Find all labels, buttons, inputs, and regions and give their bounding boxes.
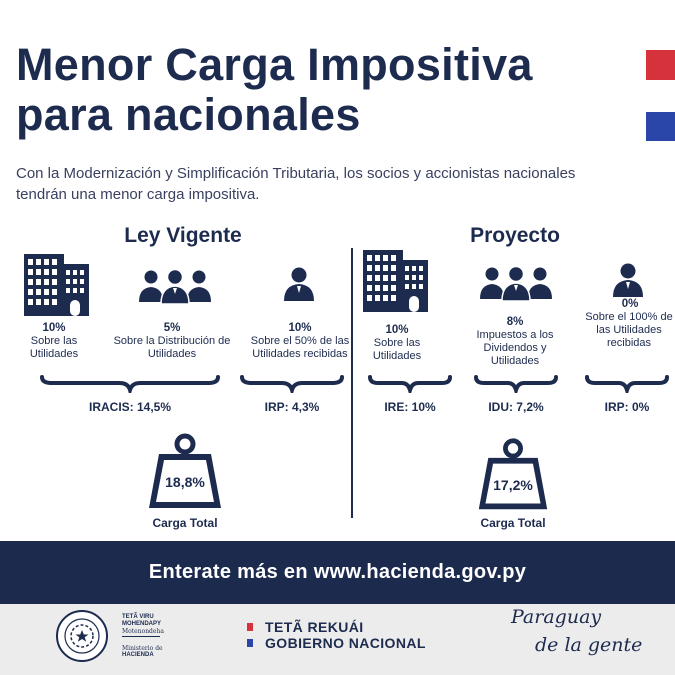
brand-line-2: de la gente [535,634,643,656]
right-item-2-pct: 8% [506,316,524,328]
tax-ire: IRE: 10% [384,400,436,414]
brace-irp-right [585,375,669,393]
right-item-3-pct: 0% [621,298,639,310]
left-item-1-pct: 10% [42,322,66,334]
ministry-line-4: Ministerio de [122,645,163,652]
gov-mark-blue [247,639,253,647]
gov-mark-red [247,623,253,631]
ministry-line-1: TETÃ VIRU [122,614,154,620]
ministry-line-5: HACIENDA [122,652,154,658]
flag-blue-stripe [646,112,675,141]
left-item-3-pct: 10% [288,322,312,334]
brace-idu [474,375,558,393]
tax-irp-right: IRP: 0% [604,400,650,414]
title-line-2: para nacionales [16,89,361,140]
weight-icon-left [145,432,225,512]
people-group-icon [478,265,554,301]
gov-line-1: TETÃ REKUÁI [265,619,364,635]
ministry-line-3: Motenondeha [122,628,164,635]
person-icon [612,262,644,298]
brand-line-1: Paraguay [511,606,602,628]
left-item-3-desc: Sobre el 50% de las Utilidades recibidas [250,335,350,360]
left-item-1-desc: Sobre las Utilidades [29,335,79,360]
brace-iracis [40,375,220,393]
intro-text: Con la Modernización y Simplificación Tributaria, los socios y accionistas nacionales tendrán una menor carga impositiva. [16,165,576,203]
website-banner[interactable]: Enterate más en www.hacienda.gov.py [0,541,675,604]
title-line-1: Menor Carga Impositiva [16,39,533,90]
person-icon [283,266,315,302]
tax-idu: IDU: 7,2% [488,400,544,414]
right-item-1-pct: 10% [385,324,409,336]
right-item-1-desc: Sobre las Utilidades [372,337,422,362]
gov-line-2: GOBIERNO NACIONAL [265,635,426,651]
right-item-3-desc: Sobre el 100% de las Utilidades recibidas [585,311,673,349]
heading-proyecto: Proyecto [470,224,560,247]
buildings-icon [22,252,90,318]
ministry-line-2: MOHENDAPY [122,621,162,627]
left-item-2-pct: 5% [163,322,181,334]
people-group-icon [137,268,213,304]
heading-ley-vigente: Ley Vigente [124,224,242,247]
left-item-2-desc: Sobre la Distribución de Utilidades [113,335,231,360]
page-title [16,40,616,140]
total-right-value: 17,2% [493,477,533,493]
national-seal-icon [55,609,109,663]
weight-icon-right [475,437,551,513]
total-right-label: Carga Total [480,516,546,530]
total-left-label: Carga Total [152,516,218,530]
brace-ire [368,375,452,393]
buildings-icon [361,248,429,314]
tax-iracis: IRACIS: 14,5% [88,400,172,414]
total-left-value: 18,8% [165,474,205,490]
right-item-2-desc: Impuestos a los Dividendos y Utilidades [476,329,554,367]
column-divider [351,248,353,518]
tax-irp-left: IRP: 4,3% [264,400,320,414]
flag-red-stripe [646,50,675,80]
brace-irp-left [240,375,344,393]
ministry-separator [122,636,160,637]
